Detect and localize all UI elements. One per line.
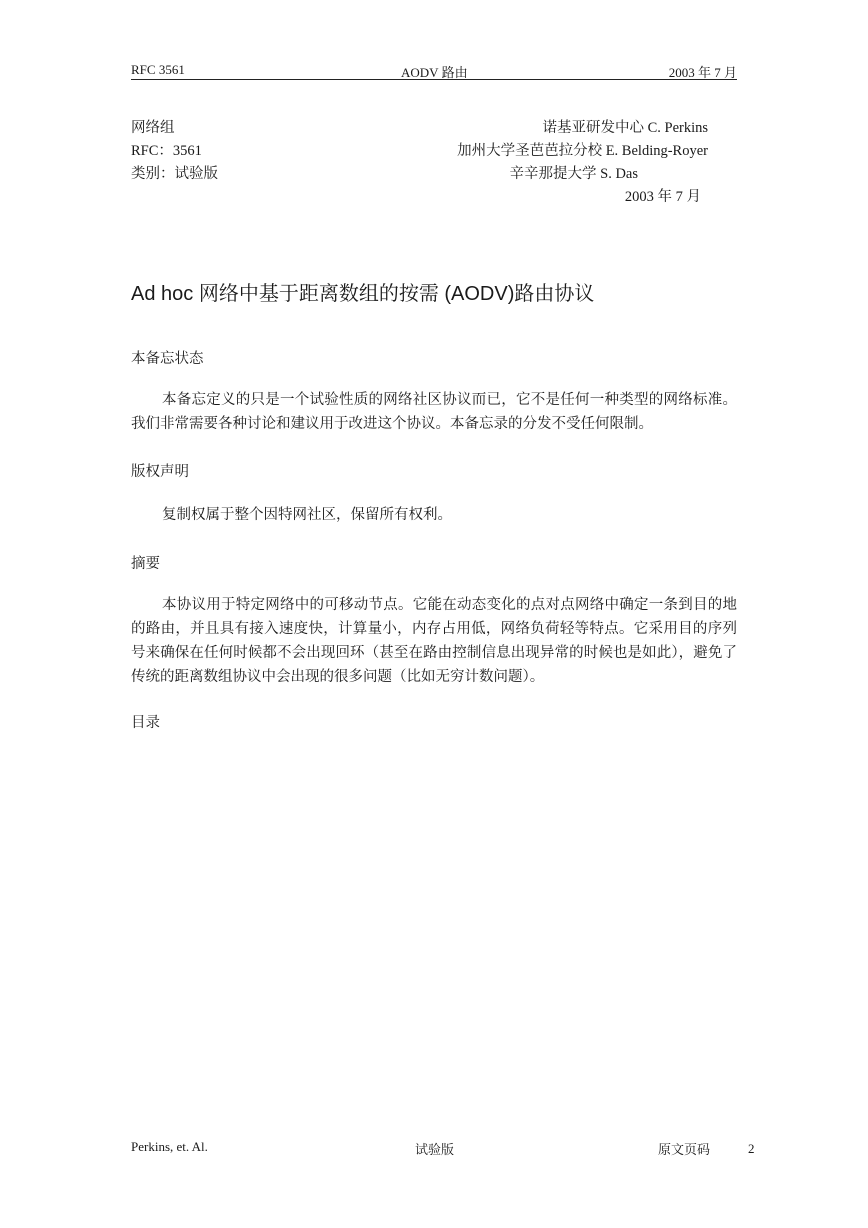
meta-date: 2003 年 7 月 xyxy=(624,189,701,205)
copyright-heading: 版权声明 xyxy=(131,464,189,480)
header-rfc-number: RFC 3561 xyxy=(131,62,185,77)
header-date: 2003 年 7 月 xyxy=(668,65,737,80)
footer-original-page-label: 原文页码 xyxy=(658,1142,711,1157)
document-title: Ad hoc 网络中基于距离数组的按需 (AODV)路由协议 xyxy=(131,283,595,305)
toc-heading: 目录 xyxy=(131,715,160,731)
meta-working-group: 网络组 xyxy=(131,120,175,136)
footer-page-number: 2 xyxy=(748,1141,755,1156)
meta-category: 类别：试验版 xyxy=(131,166,218,182)
header-doc-title: AODV 路由 xyxy=(401,65,468,80)
meta-author-perkins: 诺基亚研发中心 C. Perkins xyxy=(542,120,708,136)
copyright-paragraph: 复制权属于整个因特网社区，保留所有权利。 xyxy=(162,507,452,523)
meta-author-belding-royer: 加州大学圣芭芭拉分校 E. Belding-Royer xyxy=(457,143,708,159)
abstract-paragraph: 本协议用于特定网络中的可移动节点。它能在动态变化的点对点网络中确定一条到目的地的路由，并且具有接入速度快，计算量小，内存占用低，网络负荷轻等特点。它采用目的序列号来确保在任何时候都不会出现回环（甚至在路由控制信息出现异常的时候也是如此），避免了传统的距离数组协议中会出现的很多问题（比如无穷计数问题）。 xyxy=(131,597,737,685)
meta-author-das: 辛辛那提大学 S. Das xyxy=(509,166,638,182)
footer-authors: Perkins, et. Al. xyxy=(131,1139,208,1154)
meta-rfc: RFC：3561 xyxy=(131,143,202,159)
status-heading: 本备忘状态 xyxy=(131,351,204,367)
footer-category: 试验版 xyxy=(415,1142,455,1157)
abstract-heading: 摘要 xyxy=(131,556,160,572)
header-rule xyxy=(131,79,737,80)
status-paragraph: 本备忘定义的只是一个试验性质的网络社区协议而已，它不是任何一种类型的网络标准。我们非常需要各种讨论和建议用于改进这个协议。本备忘录的分发不受任何限制。 xyxy=(131,392,737,432)
